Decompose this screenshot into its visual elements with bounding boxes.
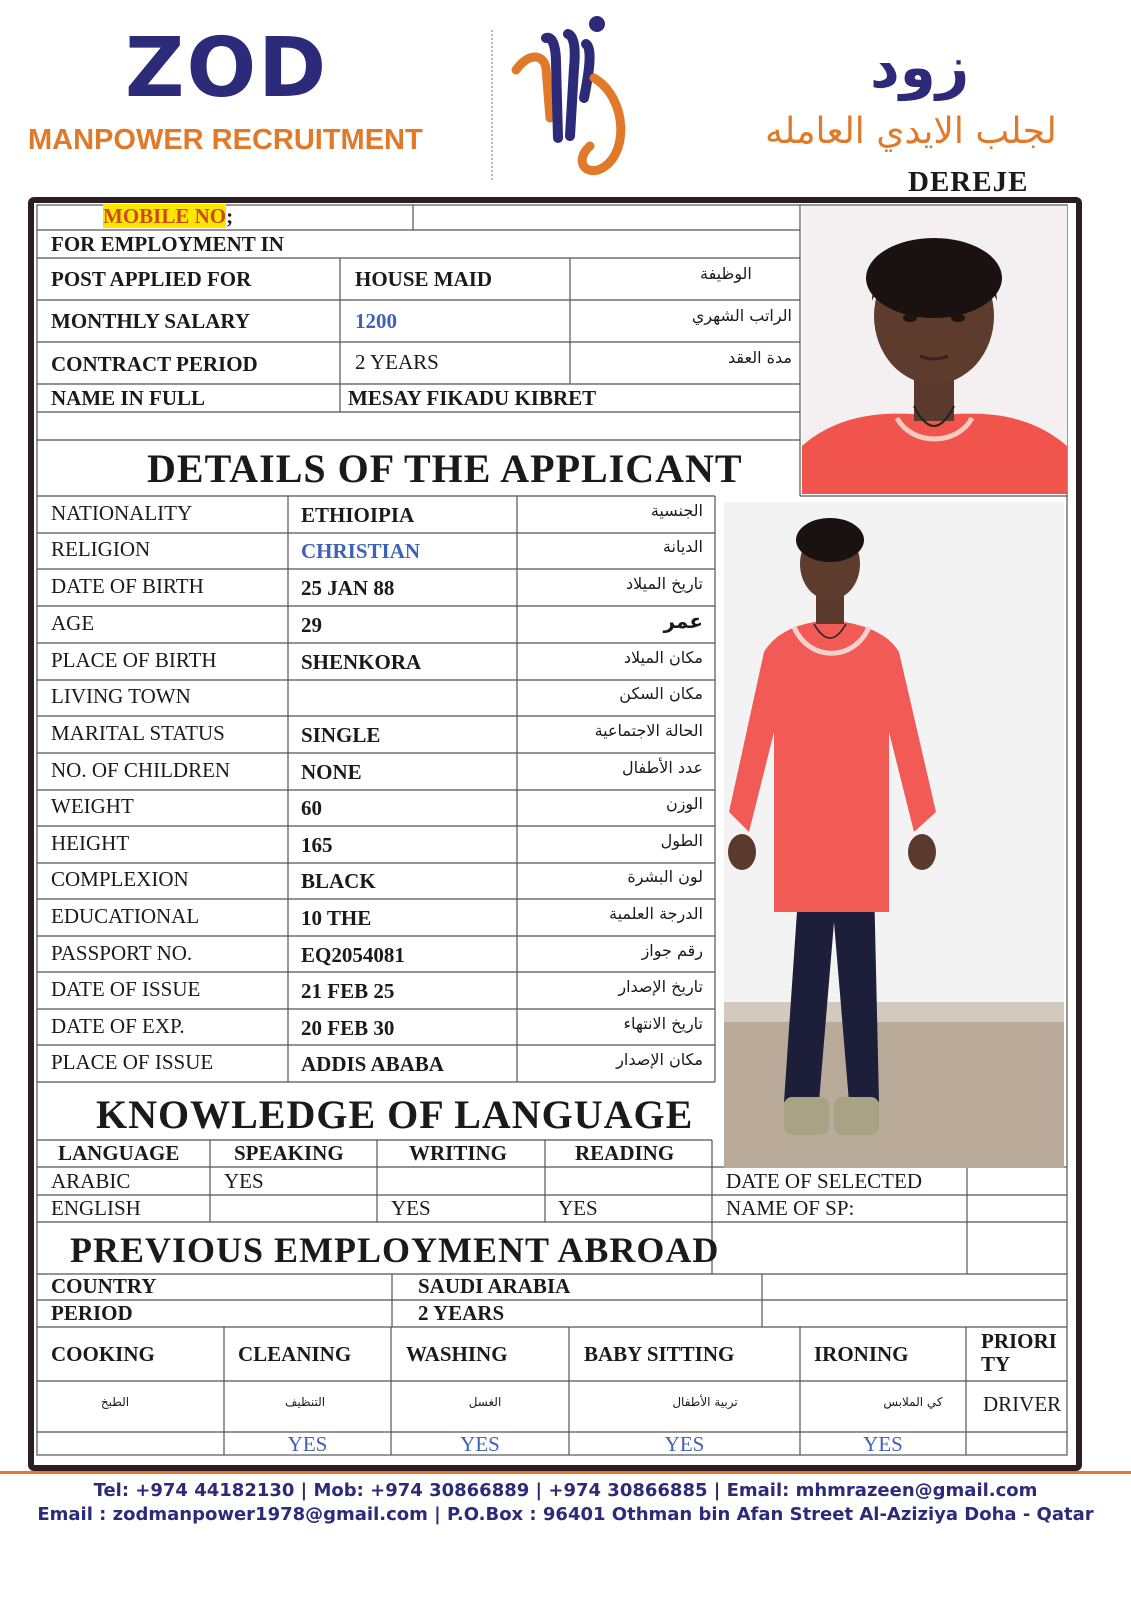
employment-in-label: FOR EMPLOYMENT IN [51,232,284,256]
detail-arabic: الحالة الاجتماعية [594,721,703,740]
skill-arabic: الطبخ [100,1395,130,1409]
previous-employment-title: PREVIOUS EMPLOYMENT ABROAD [70,1230,720,1270]
language-row-name: ENGLISH [51,1196,141,1220]
detail-arabic: مكان الإصدار [616,1050,703,1069]
detail-value: 20 FEB 30 [301,1016,395,1040]
contract-period-label: CONTRACT PERIOD [51,352,258,376]
mobile-label-suffix: ; [226,204,234,228]
detail-label: NO. OF CHILDREN [51,758,231,782]
skill-arabic: التنظيف [284,1395,326,1409]
detail-value: ADDIS ABABA [301,1052,444,1076]
language-header-reading: READING [575,1141,675,1165]
priority-value: DRIVER [983,1392,1062,1416]
detail-arabic: الطول [660,831,703,850]
detail-arabic: الدرجة العلمية [609,904,703,923]
detail-value: ETHIOIPIA [301,503,415,527]
footer-divider [0,1471,1131,1474]
detail-label: LIVING TOWN [51,684,191,708]
detail-arabic: تاريخ الإصدار [618,977,703,996]
skill-header-priority: PRIORI TY [981,1329,1057,1377]
detail-arabic: تاريخ الانتهاء [623,1014,703,1033]
detail-value: SHENKORA [301,650,422,674]
contract-period-arabic: مدة العقد [728,348,792,367]
footer-contact-line: Tel: +974 44182130 | Mob: +974 30866889 | +974 30866885 | Email: mhmrazeen@gmail.com [93,1480,1038,1501]
monthly-salary-label: MONTHLY SALARY [51,309,250,333]
footer-address-line: Email : zodmanpower1978@gmail.com | P.O.Box : 96401 Othman bin Afan Street Al-Aziziya Doha - Qatar [37,1504,1094,1525]
mobile-label-text: MOBILE NO [103,204,227,228]
monthly-salary-value: 1200 [355,309,397,333]
country-label: COUNTRY [51,1274,157,1298]
full-name-label: NAME IN FULL [51,386,206,410]
detail-arabic: مكان الميلاد [623,648,703,667]
language-header-speaking: SPEAKING [234,1141,344,1165]
skill-header-washing: WASHING [406,1342,508,1366]
skill-value-cleaning: YES [287,1432,328,1456]
detail-label: DATE OF BIRTH [51,574,204,598]
detail-value: NONE [301,760,362,784]
period-value: 2 YEARS [418,1301,505,1325]
detail-label: RELIGION [51,537,151,561]
detail-value: 29 [301,613,322,637]
skill-header-ironing: IRONING [814,1342,909,1366]
skill-arabic: الغسل [468,1395,502,1409]
language-row-reading: YES [558,1196,598,1220]
detail-arabic: رقم جواز [641,941,703,960]
detail-value: SINGLE [301,723,381,747]
skill-arabic: كي الملابس [883,1395,943,1409]
skill-header-cooking: COOKING [51,1342,155,1366]
detail-label: DATE OF ISSUE [51,977,201,1001]
detail-arabic: مكان السكن [619,684,703,703]
detail-value: 60 [301,796,322,820]
name-of-sponsor-label: NAME OF SP: [726,1196,855,1220]
detail-arabic: تاريخ الميلاد [626,574,703,593]
detail-label: NATIONALITY [51,501,193,525]
detail-value: 165 [301,833,333,857]
brand-subtitle-arabic: لجلب الايدي العامله [765,111,1057,152]
detail-label: PLACE OF BIRTH [51,648,217,672]
skill-value-ironing: YES [863,1432,903,1456]
detail-label: DATE OF EXP. [51,1014,185,1038]
language-row-name: ARABIC [51,1169,131,1193]
detail-label: COMPLEXION [51,867,189,891]
detail-arabic: الجنسية [650,501,703,520]
language-row-writing: YES [391,1196,431,1220]
date-of-selected-label: DATE OF SELECTED [726,1169,922,1193]
post-applied-arabic: الوظيفة [700,264,752,283]
detail-label: PLACE OF ISSUE [51,1050,214,1074]
language-header-writing: WRITING [409,1141,508,1165]
detail-arabic: الديانة [662,537,703,556]
detail-value: EQ2054081 [301,943,405,967]
post-applied-label: POST APPLIED FOR [51,267,252,291]
detail-value: BLACK [301,869,376,893]
country-value: SAUDI ARABIA [418,1274,571,1298]
detail-label: EDUCATIONAL [51,904,200,928]
detail-arabic: عمر [663,609,703,633]
skill-value-washing: YES [460,1432,500,1456]
post-applied-value: HOUSE MAID [355,267,493,291]
details-title: DETAILS OF THE APPLICANT [147,446,743,491]
detail-value: 21 FEB 25 [301,979,395,1003]
skill-arabic: تربية الأطفال [672,1395,738,1409]
detail-value: CHRISTIAN [301,539,421,563]
contract-period-value: 2 YEARS [355,350,439,374]
mobile-label [103,206,233,227]
detail-value: 25 JAN 88 [301,576,395,600]
full-name-value: MESAY FIKADU KIBRET [348,386,597,410]
detail-label: PASSPORT NO. [51,941,193,965]
brand-name-arabic: زود [870,33,970,101]
period-label: PERIOD [51,1301,133,1325]
language-header-language: LANGUAGE [58,1141,180,1165]
detail-arabic: عدد الأطفال [621,758,703,777]
detail-label: HEIGHT [51,831,130,855]
applicant-full-body-photo [724,502,1064,1168]
language-title: KNOWLEDGE OF LANGUAGE [96,1092,694,1137]
detail-arabic: لون البشرة [627,867,703,886]
skill-value-baby-sitting: YES [664,1432,705,1456]
monthly-salary-arabic: الراتب الشهري [691,306,792,325]
detail-arabic: الوزن [665,794,703,813]
skill-header-cleaning: CLEANING [238,1342,352,1366]
applicant-portrait-photo [802,206,1067,494]
detail-label: MARITAL STATUS [51,721,225,745]
detail-value: 10 THE [301,906,372,930]
detail-label: WEIGHT [51,794,134,818]
brand-name: ZOD [125,21,329,116]
detail-label: AGE [51,611,95,635]
language-row-speaking: YES [224,1169,264,1193]
skill-header-baby-sitting: BABY SITTING [584,1342,735,1366]
brand-subtitle: MANPOWER RECRUITMENT [28,124,423,156]
agent-name: DEREJE [908,166,1029,198]
